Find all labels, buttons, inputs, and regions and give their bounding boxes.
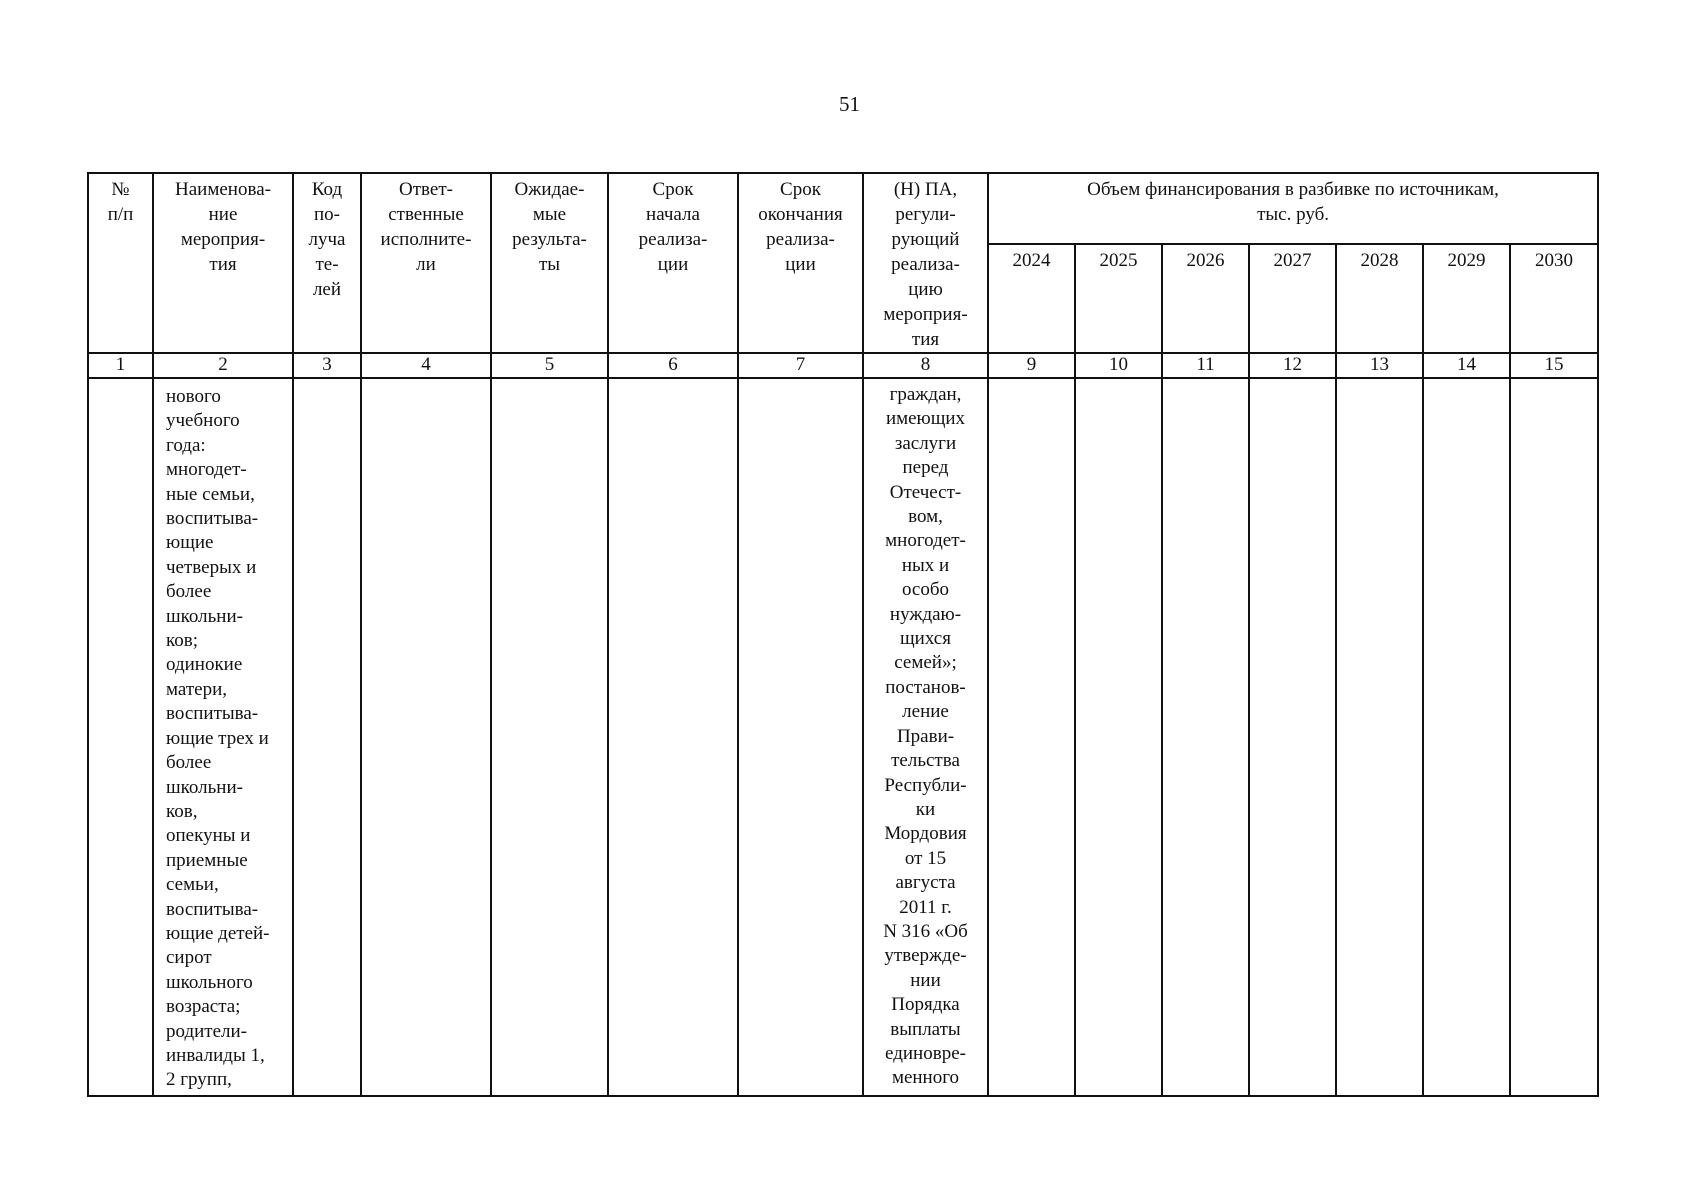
cell-year-2024 [988, 378, 1075, 1096]
table-row [88, 378, 1598, 1096]
column-number: 5 [491, 353, 608, 378]
header-year: 2028 [1336, 244, 1423, 353]
column-number: 6 [608, 353, 738, 378]
column-number: 7 [738, 353, 863, 378]
header-year: 2027 [1249, 244, 1336, 353]
cell-end [738, 378, 863, 1096]
column-number: 9 [988, 353, 1075, 378]
header-code: Код по- луча те- лей [293, 173, 361, 353]
cell-activity-name: нового учебного года: многодет- ные семьи, воспитыва- ющие четверых и более школьни- ков; одинокие матери, воспитыва- ющие трех и более школьни- ков, опекуны и приемные семьи, воспитыва- ющие детей- сирот школьного возраста; родители- инвалиды 1, 2 групп, [153, 378, 293, 1096]
header-year: 2030 [1510, 244, 1598, 353]
column-number: 15 [1510, 353, 1598, 378]
cell-year-2027 [1249, 378, 1336, 1096]
column-number: 13 [1336, 353, 1423, 378]
header-year: 2029 [1423, 244, 1510, 353]
financing-table [87, 172, 1599, 1097]
column-number: 14 [1423, 353, 1510, 378]
header-results: Ожидае- мые результа- ты [491, 173, 608, 353]
header-name: Наименова- ние мероприя- тия [153, 173, 293, 353]
column-number: 1 [88, 353, 153, 378]
column-number: 10 [1075, 353, 1162, 378]
header-start: Срок начала реализа- ции [608, 173, 738, 353]
header-end: Срок окончания реализа- ции [738, 173, 863, 353]
cell-num [88, 378, 153, 1096]
cell-year-2030 [1510, 378, 1598, 1096]
page-number: 51 [839, 92, 860, 116]
cell-results [491, 378, 608, 1096]
column-number: 11 [1162, 353, 1249, 378]
header-year: 2026 [1162, 244, 1249, 353]
header-legal: (Н) ПА, регули- рующий реализа- цию мероприя- тия [863, 173, 988, 353]
cell-code [293, 378, 361, 1096]
column-number: 3 [293, 353, 361, 378]
header-year: 2025 [1075, 244, 1162, 353]
header-row-top [88, 173, 1598, 244]
header-year: 2024 [988, 244, 1075, 353]
column-number: 2 [153, 353, 293, 378]
cell-year-2025 [1075, 378, 1162, 1096]
cell-year-2029 [1423, 378, 1510, 1096]
cell-year-2026 [1162, 378, 1249, 1096]
header-responsible: Ответ- ственные исполните- ли [361, 173, 491, 353]
column-number: 8 [863, 353, 988, 378]
cell-legal-act: граждан, имеющих заслуги перед Отечест- вом, многодет- ных и особо нуждаю- щихся семей»; постанов- ление Прави- тельства Республи- ки Мордовия от 15 августа 2011 г. N 316 «Об утвержде- нии Порядка выплаты единовре- менного [863, 378, 988, 1096]
column-number: 12 [1249, 353, 1336, 378]
header-financing: Объем финансирования в разбивке по источникам, тыс. руб. [988, 173, 1598, 244]
cell-year-2028 [1336, 378, 1423, 1096]
column-number-row [88, 353, 1598, 378]
cell-start [608, 378, 738, 1096]
header-num: № п/п [88, 173, 153, 353]
cell-responsible [361, 378, 491, 1096]
column-number: 4 [361, 353, 491, 378]
